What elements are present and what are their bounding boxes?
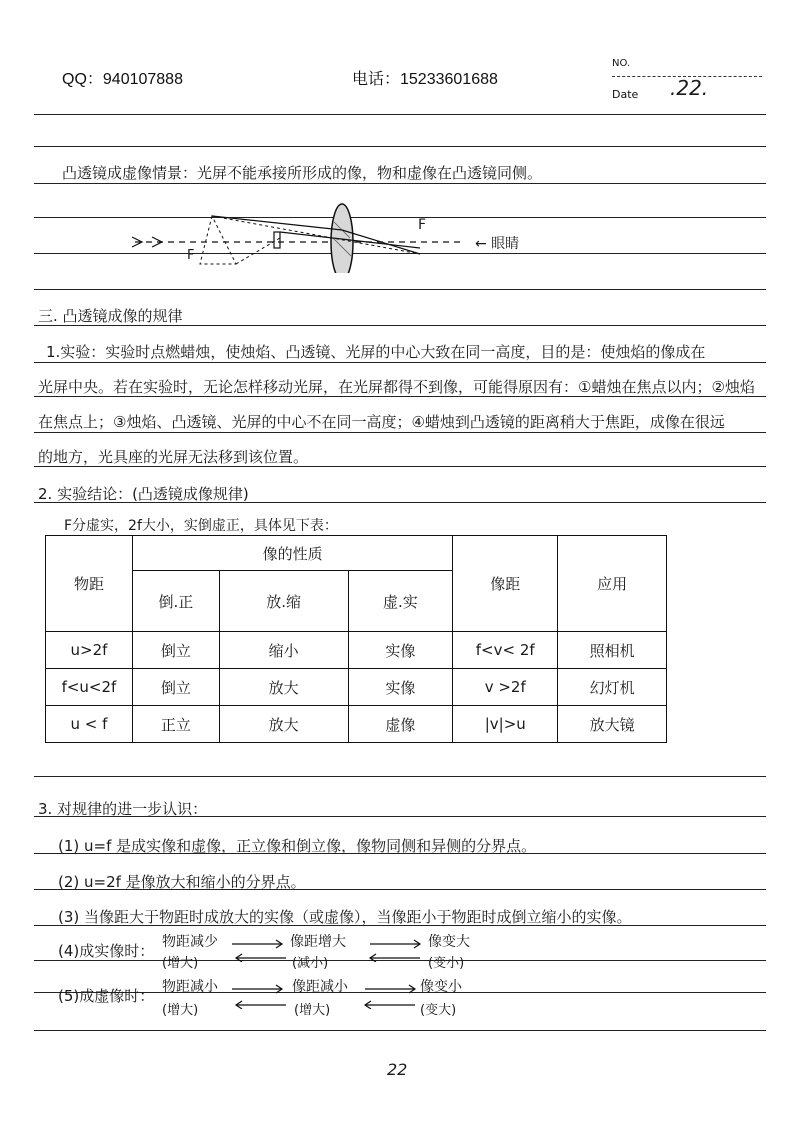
header-application: 应用 — [558, 536, 667, 632]
subsection-title: 3. 对规律的进一步认识： — [38, 800, 208, 818]
ruled-line — [34, 432, 766, 433]
date-label: Date — [612, 88, 639, 101]
list-item-label: (5)成虚像时： — [58, 987, 155, 1005]
paragraph-line: 的地方，光具座的光屏无法移到该位置。 — [38, 448, 309, 466]
cell-application: 幻灯机 — [558, 669, 667, 706]
table-row — [46, 632, 667, 669]
ruled-line — [34, 776, 766, 777]
imaging-rules-table — [45, 535, 667, 743]
ruled-line — [34, 289, 766, 290]
table-header-row — [46, 536, 667, 571]
list-item: (2) u=2f 是像放大和缩小的分界点。 — [58, 873, 306, 891]
cell-object-distance: f<u<2f — [46, 669, 133, 706]
subsection-title: 2. 实验结论：(凸透镜成像规律) — [38, 485, 249, 503]
cell-image-distance: |v|>u — [453, 706, 558, 743]
focal-point-label-right: F — [418, 217, 427, 233]
relation-term: 像距增大 — [290, 934, 346, 950]
header-image-properties: 像的性质 — [132, 536, 452, 571]
cell-orientation: 正立 — [132, 706, 219, 743]
ruled-line — [34, 1030, 766, 1031]
relation-term: 像变小 — [420, 979, 462, 995]
cell-real-virtual: 实像 — [348, 669, 453, 706]
cell-real-virtual: 实像 — [348, 632, 453, 669]
relation-arrows — [230, 983, 430, 1009]
cell-application: 照相机 — [558, 632, 667, 669]
relation-term-sub: (变大) — [420, 1003, 457, 1018]
section-title: 三. 凸透镜成像的规律 — [38, 307, 183, 325]
table-row — [46, 706, 667, 743]
relation-term: 像距减小 — [292, 979, 348, 995]
cell-application: 放大镜 — [558, 706, 667, 743]
cell-scale: 放大 — [219, 706, 348, 743]
qq-contact: QQ：940107888 — [62, 71, 183, 88]
date-value: .22. — [670, 76, 709, 100]
header-orientation: 倒.正 — [132, 571, 219, 632]
focal-point-label-left: F — [187, 248, 195, 263]
cell-scale: 放大 — [219, 669, 348, 706]
relation-term: 物距减少 — [162, 934, 218, 950]
phone-contact: 电话：15233601688 — [352, 71, 498, 88]
relation-term-sub: (增大) — [162, 956, 199, 971]
mnemonic-note: F分虚实，2f大小，实倒虚正，具体见下表： — [64, 518, 338, 534]
cell-object-distance: u < f — [46, 706, 133, 743]
relation-term-sub: (减小) — [292, 956, 329, 971]
ruled-line — [34, 146, 766, 147]
relation-term: 像变大 — [428, 934, 470, 950]
ruled-line — [34, 362, 766, 363]
relation-term-sub: (增大) — [294, 1003, 331, 1018]
cell-orientation: 倒立 — [132, 669, 219, 706]
relation-arrows — [230, 938, 430, 962]
cell-orientation: 倒立 — [132, 632, 219, 669]
cell-real-virtual: 虚像 — [348, 706, 453, 743]
ruled-line — [34, 114, 766, 115]
cell-scale: 缩小 — [219, 632, 348, 669]
page-number: 22 — [387, 1060, 408, 1079]
cell-image-distance: v >2f — [453, 669, 558, 706]
paragraph-line: 1.实验：实验时点燃蜡烛，使烛焰、凸透镜、光屏的中心大致在同一高度，目的是：使烛焰的像成在 — [46, 343, 706, 361]
header-object-distance: 物距 — [46, 536, 133, 632]
cell-image-distance: f<v< 2f — [453, 632, 558, 669]
paragraph-line: 光屏中央。若在实验时，无论怎样移动光屏，在光屏都得不到像，可能得原因有：①蜡烛在焦点以内；②烛焰 — [38, 378, 755, 396]
paragraph-line: 在焦点上；③烛焰、凸透镜、光屏的中心不在同一高度；④蜡烛到凸透镜的距离稍大于焦距，成像在很远 — [38, 413, 725, 431]
relation-term-sub: (变小) — [428, 956, 465, 971]
ruled-line — [34, 183, 766, 184]
relation-term-sub: (增大) — [162, 1003, 199, 1018]
header-real-virtual: 虚.实 — [348, 571, 453, 632]
header-image-distance: 像距 — [453, 536, 558, 632]
virtual-image-note: 凸透镜成虚像情景：光屏不能承接所形成的像，物和虚像在凸透镜同侧。 — [62, 164, 543, 182]
cell-object-distance: u>2f — [46, 632, 133, 669]
header-scale: 放.缩 — [219, 571, 348, 632]
table-row — [46, 669, 667, 706]
no-label: NO. — [612, 58, 631, 69]
list-item-label: (4)成实像时： — [58, 942, 155, 960]
relation-term: 物距减小 — [162, 979, 218, 995]
list-item: (1) u=f 是成实像和虚像，正立像和倒立像，像物同侧和异侧的分界点。 — [58, 837, 537, 855]
list-item: (3) 当像距大于物距时成放大的实像（或虚像），当像距小于物距时成倒立缩小的实像。 — [58, 908, 632, 926]
eye-label: ← 眼睛 — [475, 236, 520, 252]
